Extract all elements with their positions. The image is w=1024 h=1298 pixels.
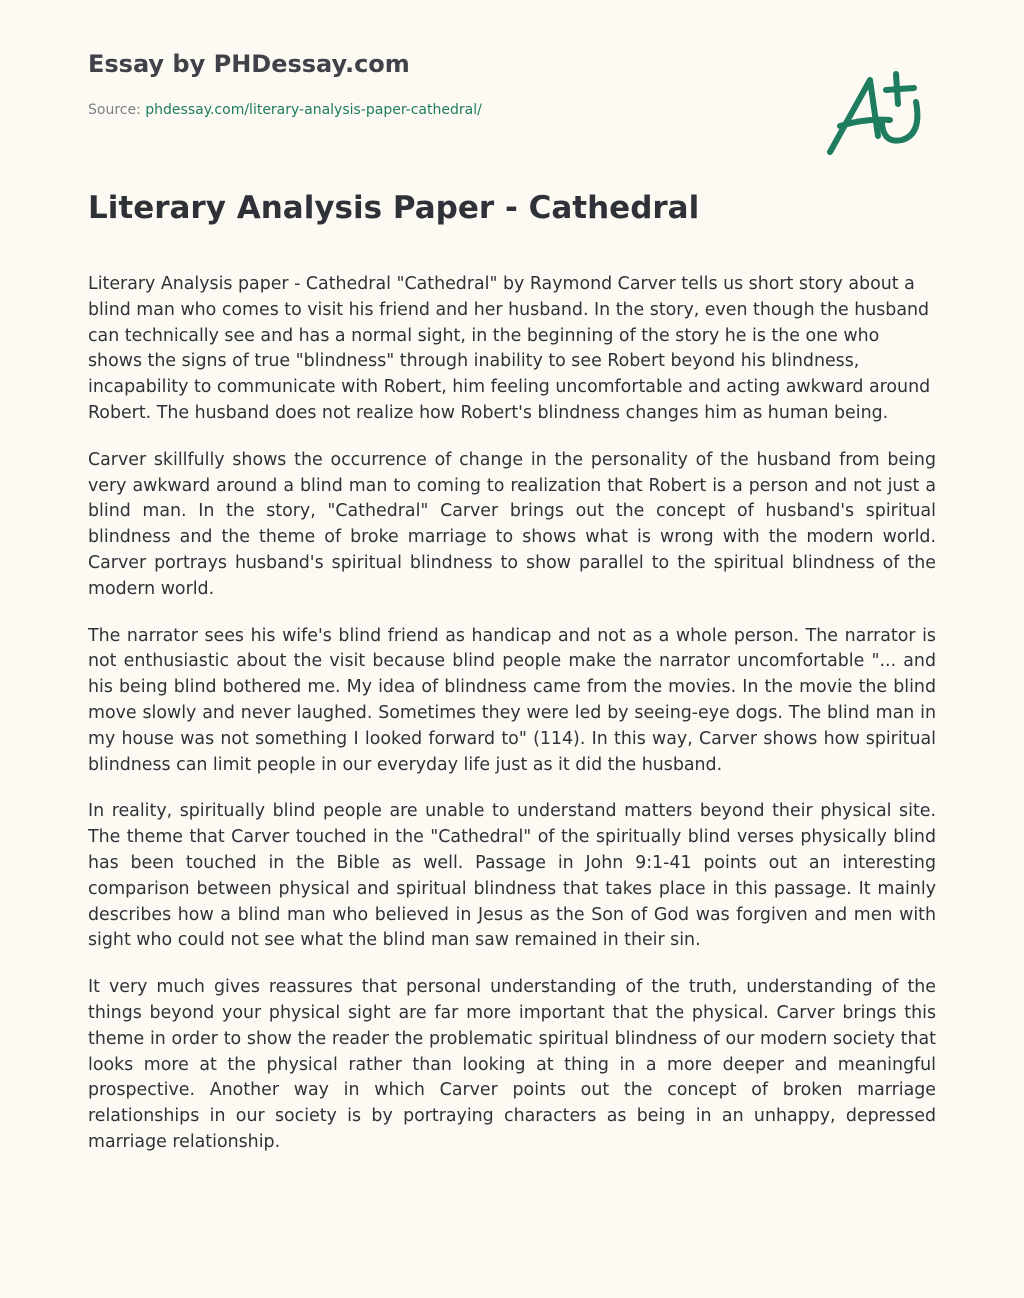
paragraph: In reality, spiritually blind people are unable to understand matters beyond their physical site. The theme that Carver touched in the "Cathedral" of the spiritually blind verses physically blind has been touched in the Bible as well. Passage in John 9:1-41 points out an interesting comparison between physical and spiritual blindness that takes place in this passage. It mainly describes how a blind man who believed in Jesus as the Son of God was forgiven and men with sight who could not see what the blind man saw remained in their sin. — [88, 801, 936, 951]
paragraph: The narrator sees his wife's blind friend as handicap and not as a whole person. The narrator is not enthusiastic about the visit because blind people make the narrator uncomfortable "... and his being blind bothered me. My idea of blindness came from the movies. In the movie the blind move slowly and never laughed. Sometimes they were led by seeing-eye dogs. The blind man in my house was not something I looked forward to" (114). In this way, Carver shows how spiritual blindness can limit people in our everyday life just as it did the husband. — [88, 625, 936, 775]
paragraph: Carver skillfully shows the occurrence of change in the personality of the husband from being very awkward around a blind man to coming to realization that Robert is a person and not just a blind man. In the story, "Cathedral" Carver brings out the concept of husband's spiritual blindness and the theme of broke marriage to shows what is wrong with the modern world. Carver portrays husband's spiritual blindness to show parallel to the spiritual blindness of the modern world. — [88, 449, 936, 599]
paragraph: It very much gives reassures that personal understanding of the truth, understanding of the things beyond your physical sight are far more important that the physical. Carver brings this theme in order to show the reader the problematic spiritual blindness of our modern society that looks more at the physical rather than looking at thing in a more deeper and meaningful prospective. Another way in which Carver points out the concept of broken marriage relationships in our society is by portraying characters as being in an unhappy, depressed marriage relationship. — [88, 977, 936, 1152]
site-brand: Essay by PHDessay.com — [88, 50, 410, 78]
a-plus-logo-icon — [818, 64, 934, 164]
essay-body — [88, 272, 936, 1177]
essay-title: Literary Analysis Paper - Cathedral — [88, 190, 700, 226]
source-line — [88, 102, 482, 118]
source-label: Source: — [88, 102, 141, 118]
paragraph: Literary Analysis paper - Cathedral "Cathedral" by Raymond Carver tells us short story about a blind man who comes to visit his friend and her husband. In the story, even though the husband can technically see and has a normal sight, in the beginning of the story he is the one who shows the signs of true "blindness" through inability to see Robert beyond his blindness, incapability to communicate with Robert, him feeling uncomfortable and acting awkward around Robert. The husband does not realize how Robert's blindness changes him as human being. — [88, 274, 931, 423]
source-link[interactable]: phdessay.com/literary-analysis-paper-cathedral/ — [145, 102, 482, 118]
